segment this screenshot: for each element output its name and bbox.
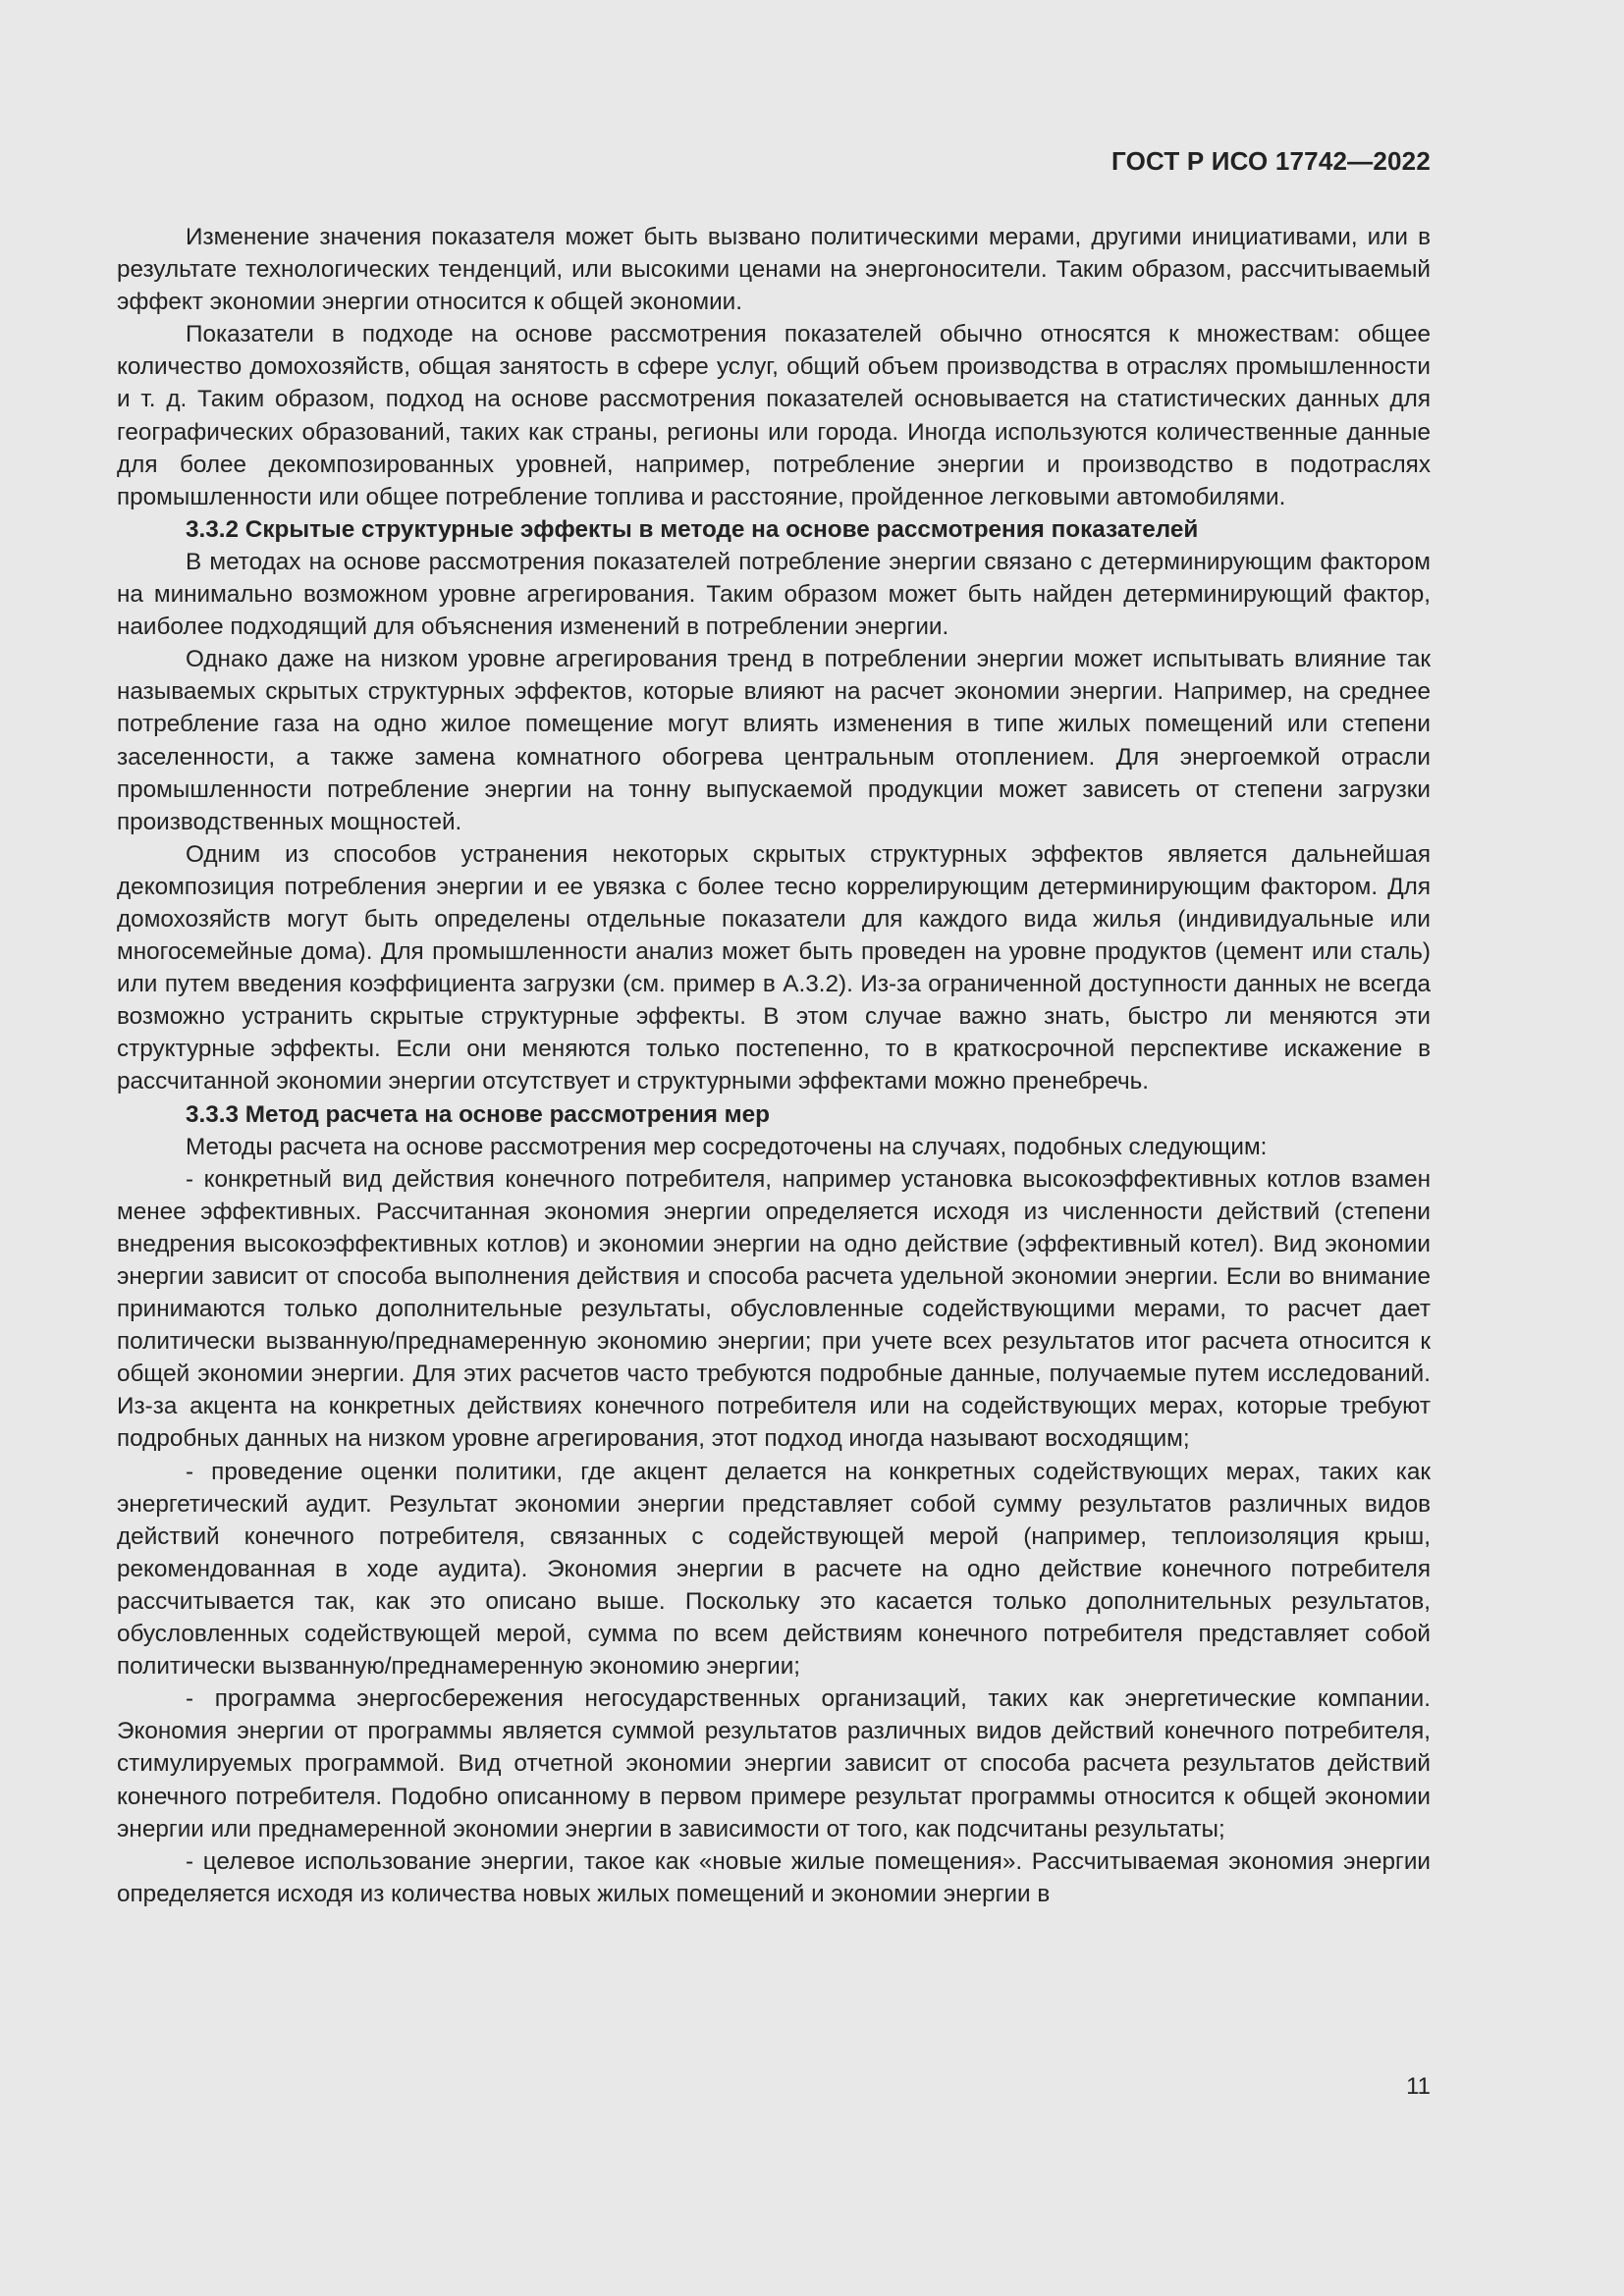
list-item: - целевое использование энергии, такое как «новые жилые помещения». Рассчитываемая экономия энергии определяется исходя из количества новых жилых помещений и экономии энергии в [117,1847,1431,1907]
paragraph: Однако даже на низком уровне агрегирования тренд в потреблении энергии может испытывать влияние так называемых скрытых структурных эффектов, которые влияют на расчет экономии энергии. Например, на среднее потребление газа на одно жилое помещение могут влиять изменения в типе жилых помещений или степени заселенности, а также замена комнатного обогрева центральным отоплением. Для энергоемкой отрасли промышленности потребление энергии на тонну выпускаемой продукции может зависеть от степени загрузки производственных мощностей. [117,646,1431,835]
paragraph: Показатели в подходе на основе рассмотрения показателей обычно относятся к множествам: общее количество домохозяйств, общая занятость в сфере услуг, общий объем производства в отраслях промышленности и т. д. Таким образом, подход на основе рассмотрения показателей основывается на статистических данных для географических образований, таких как страны, регионы или города. Иногда используются количественные данные для более декомпозированных уровней, например, потребление энергии и производство в подотраслях промышленности или общее потребление топлива и расстояние, пройденное легковыми автомобилями. [117,321,1431,510]
section-heading-3-3-3: 3.3.3 Метод расчета на основе рассмотрения мер [186,1100,770,1128]
document-body [117,221,1431,1910]
page-number: 11 [1406,2073,1431,2100]
list-item: - конкретный вид действия конечного потребителя, например установка высокоэффективных котлов взамен менее эффективных. Рассчитанная экономия энергии определяется исходя из численности действий (степени внедрения высокоэффективных котлов) и экономии энергии на одно действие (эффективный котел). Вид экономии энергии зависит от способа выполнения действия и способа расчета удельной экономии энергии. Если во внимание принимаются только дополнительные результаты, обусловленные содействующими мерами, то расчет дает политически вызванную/преднамеренную экономию энергии; при учете всех результатов итог расчета относится к общей экономии энергии. Для этих расчетов часто требуются подробные данные, получаемые путем исследований. Из-за акцента на конкретных действиях конечного потребителя или на содействующих мерах, которые требуют подробных данных на низком уровне агрегирования, этот подход иногда называют восходящим; [117,1165,1431,1453]
paragraph: В методах на основе рассмотрения показателей потребление энергии связано с детерминирующим фактором на минимально возможном уровне агрегирования. Таким образом может быть найден детерминирующий фактор, наиболее подходящий для объяснения изменений в потреблении энергии. [117,548,1431,641]
list-item: - программа энергосбережения негосударственных организаций, таких как энергетические компании. Экономия энергии от программы является суммой результатов различных видов действий конечного потребителя, стимулируемых программой. Вид отчетной экономии энергии зависит от способа расчета результатов действий конечного потребителя. Подобно описанному в первом примере результат программы относится к общей экономии энергии или преднамеренной экономии энергии в зависимости от того, как подсчитаны результаты; [117,1685,1431,1842]
document-code-header: ГОСТ Р ИСО 17742—2022 [1110,146,1431,176]
paragraph: Изменение значения показателя может быть вызвано политическими мерами, другими инициативами, или в результате технологических тенденций, или высокими ценами на энергоносители. Таким образом, рассчитываемый эффект экономии энергии относится к общей экономии. [117,224,1431,316]
paragraph: Одним из способов устранения некоторых скрытых структурных эффектов является дальнейшая декомпозиция потребления энергии и ее увязка с более тесно коррелирующим детерминирующим фактором. Для домохозяйств могут быть определены отдельные показатели для каждого вида жилья (индивидуальные или многосемейные дома). Для промышленности анализ может быть проведен на уровне продуктов (цемент или сталь) или путем введения коэффициента загрузки (см. пример в А.3.2). Из-за ограниченной доступности данных не всегда возможно устранить скрытые структурные эффекты. В этом случае важно знать, быстро ли меняются эти структурные эффекты. Если они меняются только постепенно, то в краткосрочной перспективе искажение в рассчитанной экономии энергии отсутствует и структурными эффектами можно пренебречь. [117,840,1431,1095]
list-item: - проведение оценки политики, где акцент делается на конкретных содействующих мерах, таких как энергетический аудит. Результат экономии энергии представляет собой сумму результатов различных видов действий конечного потребителя, связанных с содействующей мерой (например, теплоизоляция крыш, рекомендованная в ходе аудита). Экономия энергии в расчете на одно действие конечного потребителя рассчитывается так, как это описано выше. Поскольку это касается только дополнительных результатов, обусловленных содействующей мерой, сумма по всем действиям конечного потребителя представляет собой политически вызванную/преднамеренную экономию энергии; [117,1458,1431,1681]
paragraph: Методы расчета на основе рассмотрения мер сосредоточены на случаях, подобных следующим: [186,1133,1268,1160]
section-heading-3-3-2: 3.3.2 Скрытые структурные эффекты в методе на основе рассмотрения показателей [186,515,1199,543]
